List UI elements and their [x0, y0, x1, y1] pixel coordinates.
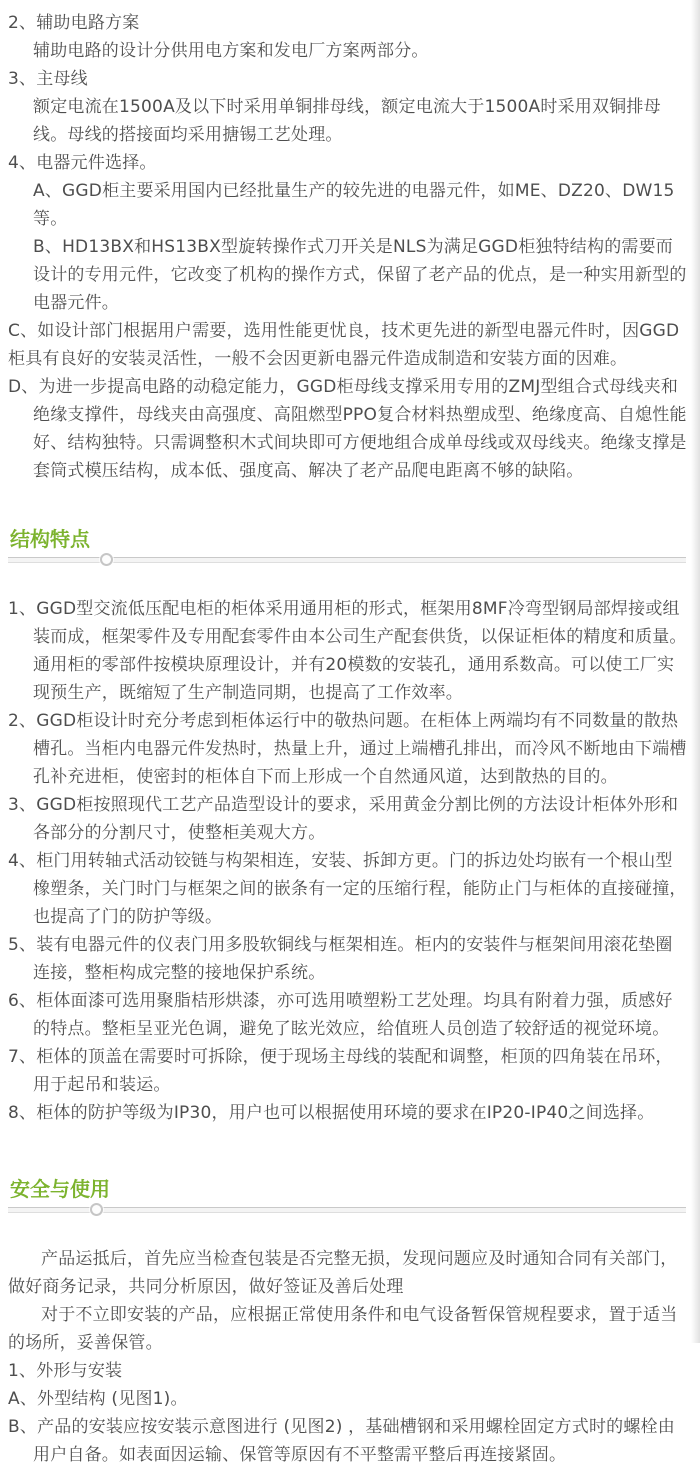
divider-knob-icon [90, 1203, 103, 1216]
list-item: 8、柜体的防护等级为IP30，用户也可以根据使用环境的要求在IP20-IP40之间选择。 [8, 1103, 655, 1123]
intro-block [8, 9, 688, 485]
safety-heading-install: 1、外形与安装 [8, 1361, 123, 1381]
section-divider [8, 557, 686, 563]
list-item: 2、GGD柜设计时充分考虑到柜体运行中的敬热问题。在柜体上两端均有不同数量的散热槽孔。当柜内电器元件发热时，热量上升，通过上端槽孔排出，而冷风不断地由下端槽孔补充进柜，使密封的柜体自下而上形成一个自然通风道，达到散热的目的。 [8, 711, 687, 787]
paragraph-item-a: A、外型结构 (见图1)。 [8, 1389, 188, 1409]
section-title-structure: 结构特点 [10, 527, 90, 551]
list-item: 7、柜体的顶盖在需要时可拆除，便于现场主母线的装配和调整，柜顶的四角装在吊环，用于起吊和装运。 [8, 1047, 673, 1095]
paragraph: 辅助电路的设计分供用电方案和发电厂方案两部分。 [33, 41, 429, 61]
list-item: 5、装有电器元件的仪表门用多股软铜线与框架相连。柜内的安装件与框架间用滚花垫圈连接，整柜构成完整的接地保护系统。 [8, 935, 673, 983]
section-divider [8, 1207, 686, 1213]
list-item: 3、GGD柜按照现代工艺产品造型设计的要求，采用黄金分割比例的方法设计柜体外形和各部分的分割尺寸，使整柜美观大方。 [8, 795, 679, 843]
list-item: 1、GGD型交流低压配电柜的柜体采用通用柜的形式，框架用8MF冷弯型钢局部焊接或组装而成，框架零件及专用配套零件由本公司生产配套供货，以保证柜体的精度和质量。通用柜的零部件按模块原理设计，并有20模数的安装孔，通用系数高。可以使工厂实现预生产，既缩短了生产制造同期，也提高了工作效率。 [8, 599, 687, 703]
paragraph-item-b: B、HD13BX和HS13BX型旋转操作式刀开关是NLS为满足GGD柜独特结构的需要而设计的专用元件，它改变了机构的操作方式，保留了老产品的优点，是一种实用新型的电器元件。 [33, 237, 687, 313]
section-header-structure [8, 527, 688, 563]
intro-heading-main-busbar: 3、主母线 [8, 69, 88, 89]
paragraph: 额定电流在1500A及以下时采用单铜排母线，额定电流大于1500A时采用双铜排母线。母线的搭接面均采用搪锡工艺处理。 [33, 97, 661, 145]
paragraph-item-b: B、产品的安装应按安装示意图进行 (见图2) ，基础槽钢和采用螺栓固定方式时的螺栓由用户自备。如表面因运输、保管等原因有不平整需平整后再连接紧固。 [8, 1417, 675, 1465]
paragraph-item-d: D、为进一步提高电路的动稳定能力，GGD柜母线支撑采用专用的ZMJ型组合式母线夹和绝缘支撑件，母线夹由高强度、高阻燃型PPO复合材料热塑成型、绝缘度高、自熄性能好、结构独特。只需调整积木式间块即可方便地组合成单母线或双母线夹。绝缘支撑是套筒式模压结构，成本低、强度高、解决了老产品爬电距离不够的缺陷。 [8, 377, 687, 481]
divider-knob-icon [100, 553, 113, 566]
section-header-safety [8, 1177, 688, 1213]
intro-heading-aux-circuit: 2、辅助电路方案 [8, 13, 140, 33]
intro-heading-components: 4、电器元件选择。 [8, 153, 157, 173]
paragraph: 产品运抵后，首先应当检查包装是否完整无损，发现问题应及时通知合同有关部门，做好商务记录，共同分析原因，做好签证及善后处理 [8, 1249, 678, 1297]
paragraph-item-c: C、如设计部门根据用户需要，选用性能更忧良，技术更先进的新型电器元件时，因GGD柜具有良好的安装灵活性，一般不会因更新电器元件造成制造和安装方面的因难。 [8, 321, 680, 369]
section-title-safety: 安全与使用 [10, 1177, 110, 1201]
list-item: 4、柜门用转轴式活动铰链与构架相连，安装、拆卸方更。门的拆边处均嵌有一个根山型橡塑条，关门时门与框架之间的嵌条有一定的压缩行程，能防止门与柜体的直接碰撞，也提高了门的防护等级。 [8, 851, 687, 927]
list-item: 6、柜体面漆可选用聚脂桔形烘漆，亦可选用喷塑粉工艺处理。均具有附着力强，质感好的特点。整柜呈亚光色调，避免了眩光效应，给值班人员创造了较舒适的视觉环境。 [8, 991, 673, 1039]
structure-features-list [8, 595, 688, 1127]
paragraph-item-a: A、GGD柜主要采用国内已经批量生产的较先进的电器元件，如ME、DZ20、DW15等。 [33, 181, 675, 229]
safety-block [8, 1245, 688, 1469]
paragraph: 对于不立即安装的产品，应根据正常使用条件和电气设备暂保管规程要求，置于适当的场所，妥善保管。 [8, 1305, 678, 1353]
